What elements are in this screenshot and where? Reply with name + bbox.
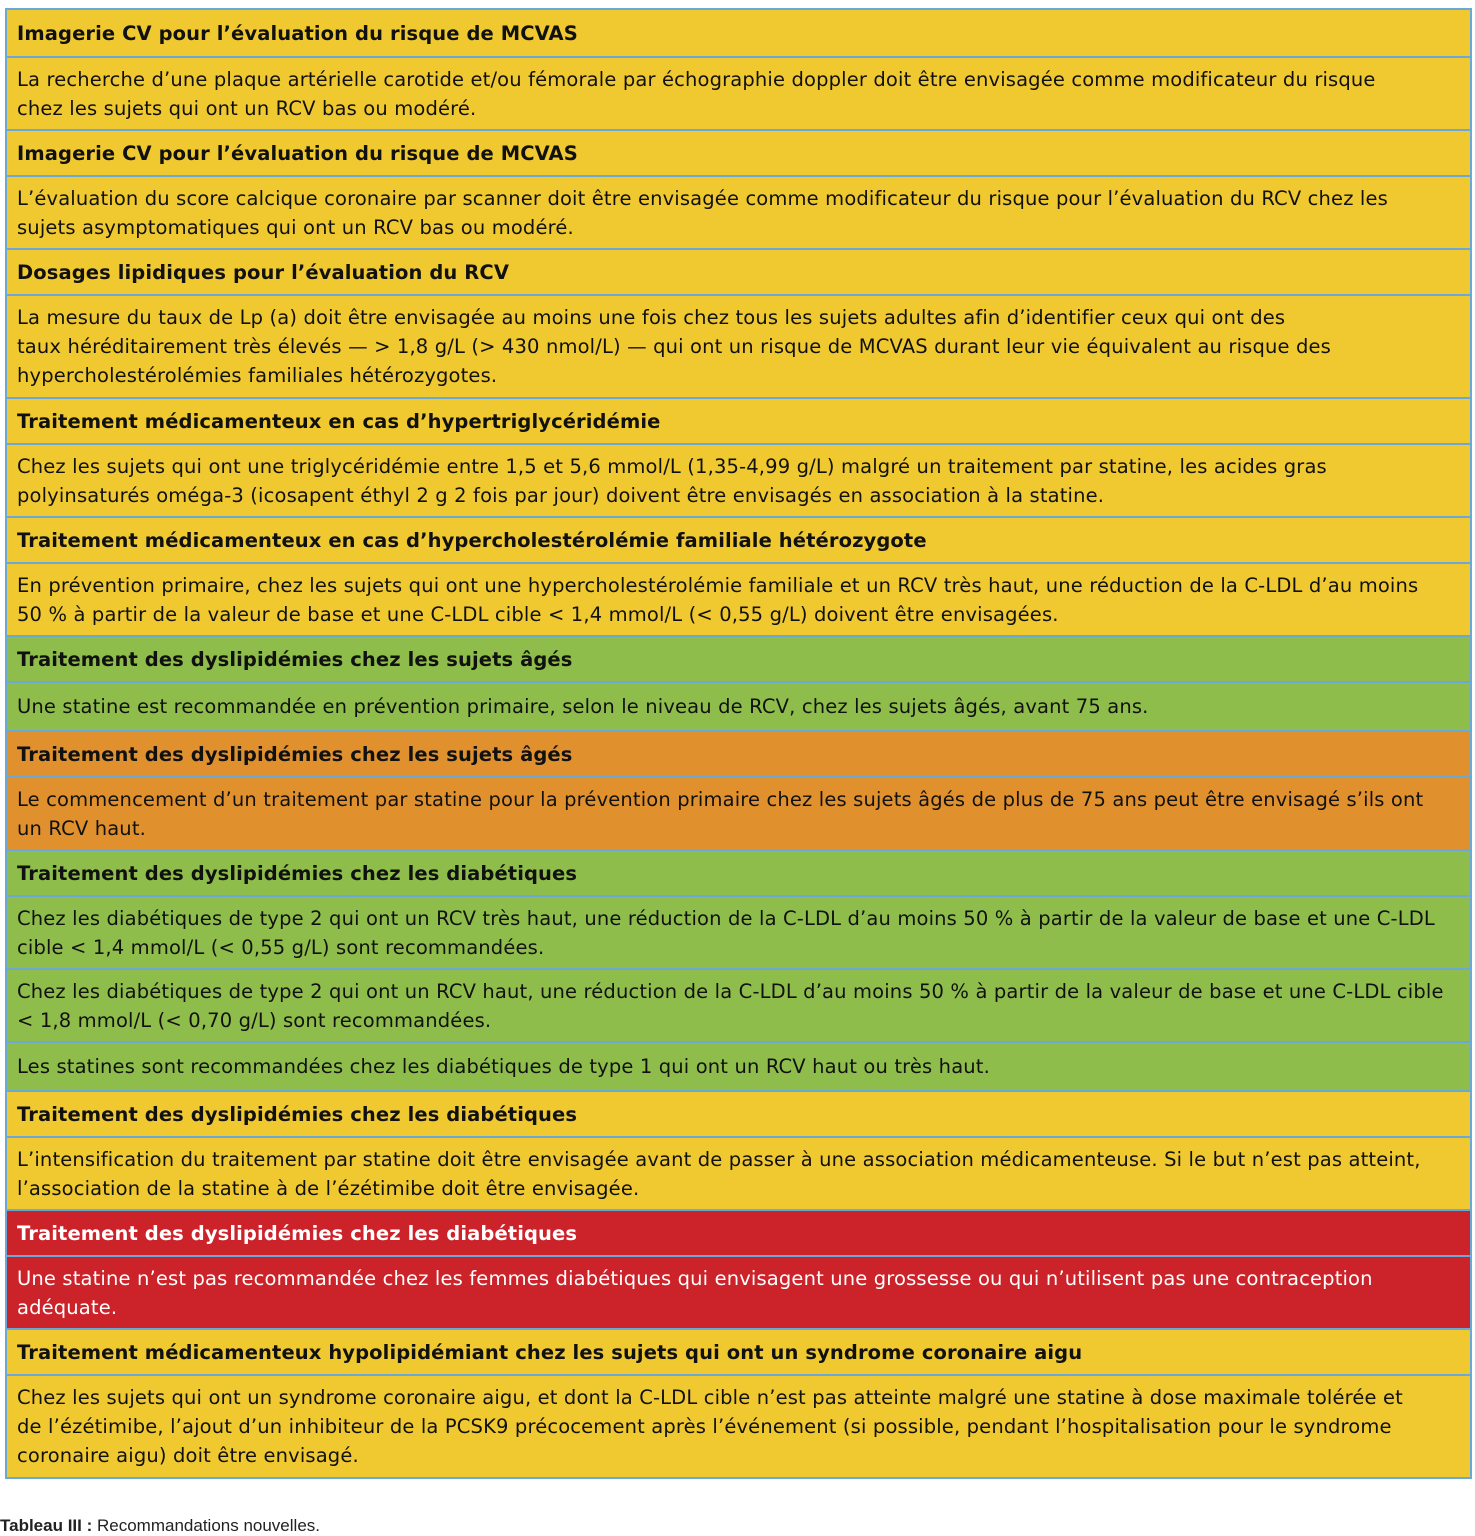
recommendation-line: Les statines sont recommandées chez les diabétiques de type 1 qui ont un RCV haut ou très haut. — [17, 1055, 990, 1078]
section-header — [7, 397, 1470, 443]
recommendation-line: 50 % à partir de la valeur de base et une C-LDL cible < 1,4 mmol/L (< 0,55 g/L) doivent être envisagées. — [17, 602, 1059, 626]
section-header — [7, 129, 1470, 175]
recommendation-row — [7, 175, 1470, 248]
recommendation-text — [17, 571, 1418, 629]
section-header-text: Traitement des dyslipidémies chez les sujets âgés — [17, 742, 573, 766]
section-header-text: Imagerie CV pour l’évaluation du risque de MCVAS — [17, 141, 578, 165]
recommendation-row — [7, 443, 1470, 516]
recommendations-table — [5, 8, 1472, 1479]
section-header — [7, 248, 1470, 294]
table-caption — [0, 1516, 320, 1536]
recommendation-line: L’intensification du traitement par statine doit être envisagée avant de passer à une association médicamenteuse. Si le but n’est pas atteint, — [17, 1147, 1421, 1171]
recommendation-line: l’association de la statine à de l’ézétimibe doit être envisagée. — [17, 1176, 640, 1200]
recommendation-line: < 1,8 mmol/L (< 0,70 g/L) sont recommandées. — [17, 1008, 492, 1032]
section-header-text: Traitement médicamenteux hypolipidémiant chez les sujets qui ont un syndrome coronaire aigu — [17, 1340, 1083, 1364]
recommendation-line: Chez les diabétiques de type 2 qui ont un RCV très haut, une réduction de la C-LDL d’au moins 50 % à partir de la valeur de base et une C-LDL — [17, 906, 1435, 930]
recommendation-row — [7, 776, 1470, 849]
caption-label: Tableau III : — [0, 1516, 93, 1535]
recommendation-text — [17, 1264, 1373, 1322]
recommendation-row — [7, 1374, 1470, 1477]
section-header-text: Traitement des dyslipidémies chez les diabétiques — [17, 1221, 578, 1245]
recommendation-line: sujets asymptomatiques qui ont un RCV bas ou modéré. — [17, 215, 574, 239]
recommendation-text — [17, 65, 1376, 123]
recommendation-line: cible < 1,4 mmol/L (< 0,55 g/L) sont recommandées. — [17, 935, 545, 959]
recommendation-line: En prévention primaire, chez les sujets qui ont une hypercholestérolémie familiale et un RCV très haut, une réduction de la C-LDL d’au moins — [17, 573, 1419, 597]
recommendation-row — [7, 895, 1470, 968]
recommendation-row — [7, 1136, 1470, 1209]
recommendation-text — [17, 1052, 990, 1081]
section-header-text: Traitement médicamenteux en cas d’hypertriglycéridémie — [17, 409, 661, 433]
recommendation-text — [17, 904, 1435, 962]
recommendation-line: La recherche d’une plaque artérielle carotide et/ou fémorale par échographie doppler doit être envisagée comme modificateur du risque — [17, 67, 1376, 91]
recommendation-line: Chez les sujets qui ont un syndrome coronaire aigu, et dont la C-LDL cible n’est pas atteinte malgré une statine à dose maximale tolérée et — [17, 1386, 1403, 1409]
section-header — [7, 849, 1470, 895]
recommendation-line: Chez les diabétiques de type 2 qui ont un RCV haut, une réduction de la C-LDL d’au moins 50 % à partir de la valeur de base et une C-LDL cible — [17, 979, 1444, 1003]
recommendation-row — [7, 562, 1470, 635]
section-header — [7, 1209, 1470, 1255]
recommendation-line: Une statine n’est pas recommandée chez les femmes diabétiques qui envisagent une grossesse ou qui n’utilisent pas une contraception — [17, 1266, 1373, 1290]
recommendation-text — [17, 785, 1423, 843]
section-header-text: Traitement médicamenteux en cas d’hypercholestérolémie familiale hétérozygote — [17, 528, 927, 552]
section-header-text: Traitement des dyslipidémies chez les sujets âgés — [17, 647, 573, 671]
recommendation-line: de l’ézétimibe, l’ajout d’un inhibiteur de la PCSK9 précocement après l’événement (si possible, pendant l’hospitalisation pour le syndrome — [17, 1415, 1392, 1438]
recommendation-line: La mesure du taux de Lp (a) doit être envisagée au moins une fois chez tous les sujets adultes afin d’identifier ceux qui ont des — [17, 306, 1286, 329]
recommendation-line: polyinsaturés oméga-3 (icosapent éthyl 2 g 2 fois par jour) doivent être envisagés en association à la statine. — [17, 483, 1105, 507]
section-header — [7, 730, 1470, 776]
section-header-text: Traitement des dyslipidémies chez les diabétiques — [17, 861, 578, 885]
section-header — [7, 1090, 1470, 1136]
recommendation-row — [7, 681, 1470, 730]
recommendation-text — [17, 1383, 1403, 1470]
recommendation-text — [17, 692, 1149, 721]
recommendation-text — [17, 1145, 1421, 1203]
recommendation-row — [7, 1255, 1470, 1328]
section-header-text: Imagerie CV pour l’évaluation du risque de MCVAS — [17, 21, 578, 45]
recommendation-text — [17, 303, 1331, 390]
recommendation-line: L’évaluation du score calcique coronaire par scanner doit être envisagée comme modificateur du risque pour l’évaluation du RCV chez les — [17, 186, 1388, 210]
recommendation-line: taux héréditairement très élevés — > 1,8 g/L (> 430 nmol/L) — qui ont un risque de MCVAS durant leur vie équivalent au risque des — [17, 335, 1331, 358]
recommendation-text — [17, 977, 1444, 1035]
recommendation-row — [7, 968, 1470, 1041]
recommendation-line: Une statine est recommandée en prévention primaire, selon le niveau de RCV, chez les sujets âgés, avant 75 ans. — [17, 695, 1149, 718]
recommendation-line: Chez les sujets qui ont une triglycéridémie entre 1,5 et 5,6 mmol/L (1,35-4,99 g/L) malgré un traitement par statine, les acides gras — [17, 454, 1327, 478]
recommendation-row — [7, 56, 1470, 129]
caption-text: Recommandations nouvelles. — [92, 1516, 320, 1535]
section-header — [7, 10, 1470, 56]
section-header-text: Dosages lipidiques pour l’évaluation du RCV — [17, 260, 510, 284]
recommendation-line: Le commencement d’un traitement par statine pour la prévention primaire chez les sujets âgés de plus de 75 ans peut être envisagé s’ils ont — [17, 787, 1424, 811]
section-header — [7, 635, 1470, 681]
section-header — [7, 516, 1470, 562]
recommendation-line: coronaire aigu) doit être envisagé. — [17, 1444, 359, 1467]
recommendation-line: adéquate. — [17, 1295, 118, 1319]
recommendation-row — [7, 294, 1470, 397]
recommendation-line: hypercholestérolémies familiales hétérozygotes. — [17, 364, 498, 387]
recommendation-text — [17, 184, 1388, 242]
recommendation-row — [7, 1041, 1470, 1090]
recommendation-line: un RCV haut. — [17, 816, 146, 840]
section-header — [7, 1328, 1470, 1374]
recommendation-line: chez les sujets qui ont un RCV bas ou modéré. — [17, 96, 477, 120]
recommendation-text — [17, 452, 1327, 510]
section-header-text: Traitement des dyslipidémies chez les diabétiques — [17, 1102, 578, 1126]
